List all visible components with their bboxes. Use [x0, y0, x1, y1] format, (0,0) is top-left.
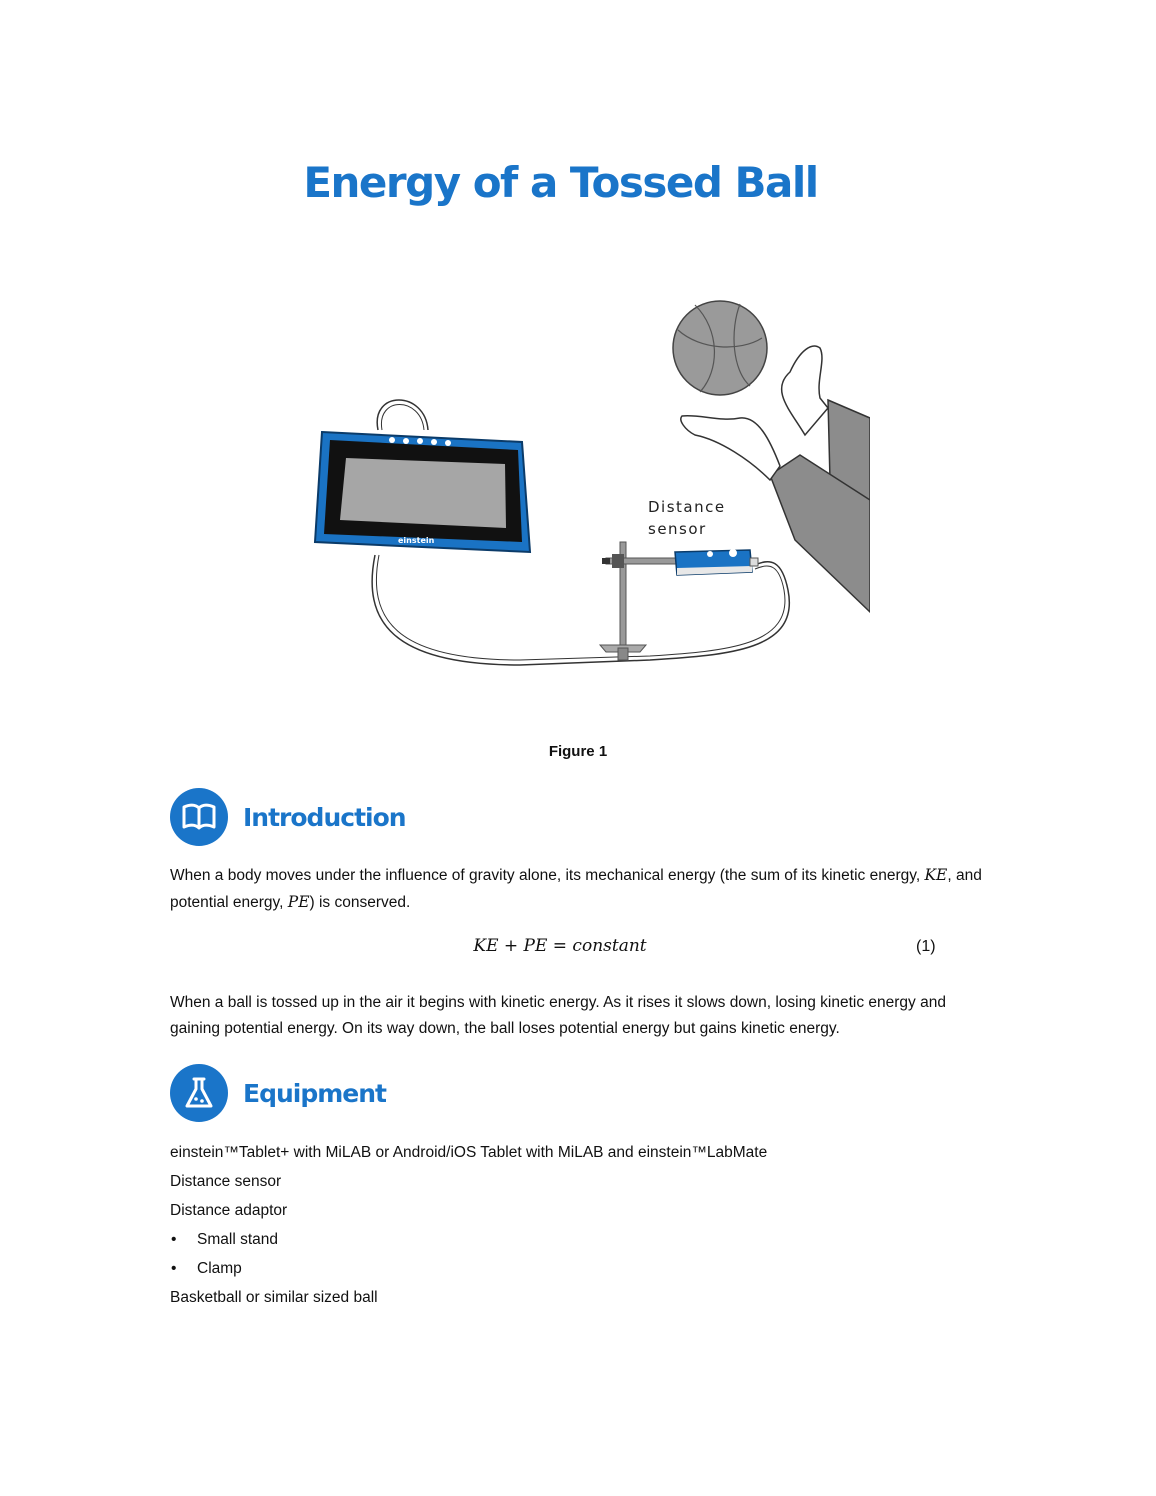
equipment-header: [170, 1064, 386, 1122]
equipment-item: einstein™Tablet+ with MiLAB or Android/iOS Tablet with MiLAB and einstein™LabMate: [170, 1144, 768, 1161]
tablet-device: [315, 432, 530, 552]
sensor-label-line2: sensor: [648, 520, 707, 538]
equipment-item: Distance adaptor: [170, 1202, 288, 1219]
open-book-icon: [170, 788, 228, 846]
figure-caption: Figure 1: [548, 743, 608, 760]
equipment-item: • Clamp: [170, 1254, 990, 1283]
page-title: Energy of a Tossed Ball: [303, 158, 818, 207]
energy-equation: KE + PE = constant: [473, 936, 647, 956]
equation-number: (1): [916, 938, 936, 955]
flask-icon: [170, 1064, 228, 1122]
distance-sensor: [675, 549, 758, 575]
upper-hand: [782, 346, 828, 435]
equipment-heading: Equipment: [243, 1078, 386, 1108]
ke-symbol: KE: [924, 866, 948, 884]
figure-illustration: [300, 290, 870, 680]
introduction-paragraph-2: When a ball is tossed up in the air it begins with kinetic energy. As it rises it slows down, losing kinetic energy and gaining potential energy. On its way down, the ball loses potential energy but gains kinetic energy.: [170, 994, 946, 1037]
introduction-paragraph-1: When a body moves under the influence of gravity alone, its mechanical energy (the sum of its kinetic energy, KE, and potential energy, PE) is conserved.: [170, 866, 982, 911]
sensor-label-line1: Distance: [648, 498, 726, 516]
experiment-setup-illustration: [300, 290, 870, 680]
equipment-item: Basketball or similar sized ball: [170, 1289, 378, 1306]
equipment-list: [170, 1138, 990, 1312]
pe-symbol: PE: [287, 893, 310, 911]
introduction-heading: Introduction: [243, 802, 406, 832]
lower-hand: [681, 416, 780, 480]
equipment-item: Distance sensor: [170, 1173, 282, 1190]
basketball: [673, 301, 767, 395]
equipment-item: • Small stand: [170, 1225, 990, 1254]
small-stand: [600, 542, 676, 660]
tablet-brand-label: einstein: [398, 536, 435, 545]
introduction-header: [170, 788, 406, 846]
